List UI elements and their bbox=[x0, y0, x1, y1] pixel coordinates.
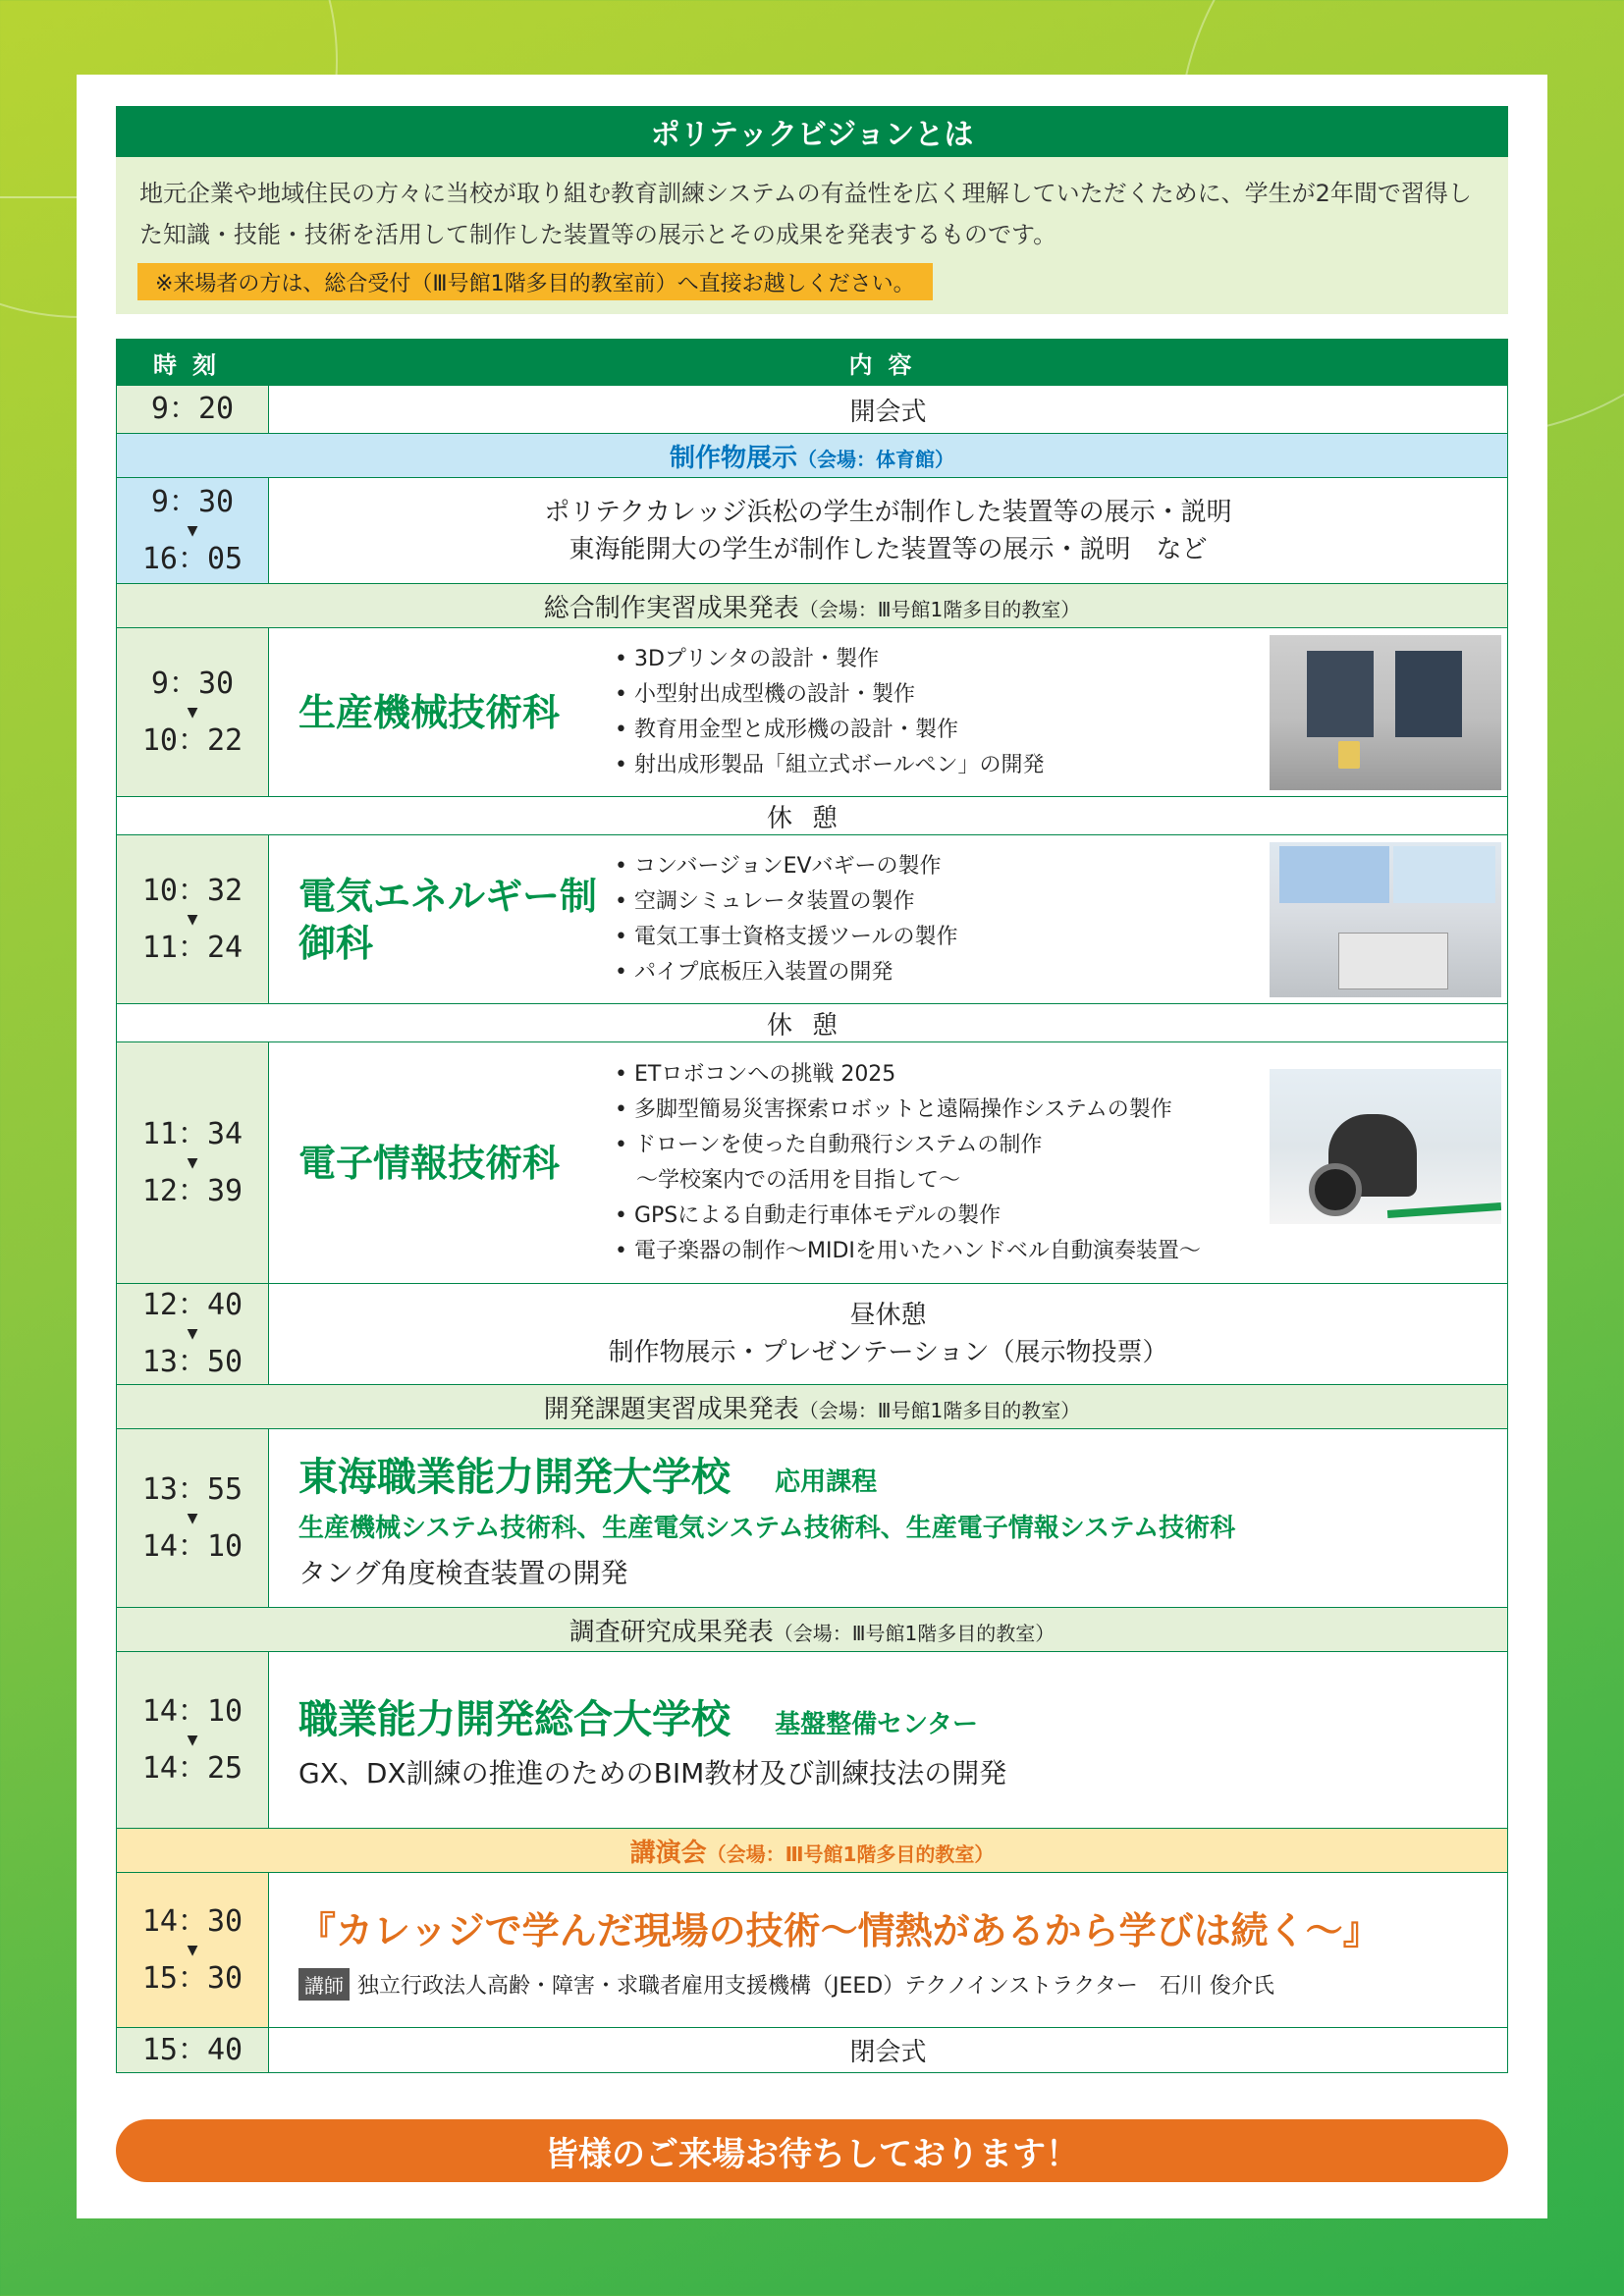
down-arrow-icon: ▼ bbox=[187, 701, 198, 722]
time-cell: 14：10 ▼ 14：25 bbox=[117, 1652, 269, 1829]
exhibit-title: 制作物展示 bbox=[669, 443, 797, 473]
list-item: • 多脚型簡易災害探索ロボットと遠隔操作システムの製作 bbox=[615, 1093, 1270, 1128]
header-content: 内容 bbox=[269, 340, 1508, 386]
down-arrow-icon: ▼ bbox=[187, 1323, 198, 1344]
dept-name: 生産機械技術科 bbox=[298, 690, 561, 734]
list-item: • コンバージョンEVバギーの製作 bbox=[615, 849, 1270, 884]
time-cell: 10：32 ▼ 11：24 bbox=[117, 835, 269, 1004]
list-item: • 3Dプリンタの設計・製作 bbox=[615, 642, 1270, 677]
section-band bbox=[117, 584, 1508, 628]
list-item: • ETロボコンへの挑戦 2025 bbox=[615, 1057, 1270, 1093]
section-band bbox=[117, 1385, 1508, 1429]
dept-items bbox=[615, 849, 1270, 990]
lecture-venue: （会場：Ⅲ号館1階多目的教室） bbox=[706, 1842, 995, 1866]
down-arrow-icon: ▼ bbox=[187, 1507, 198, 1528]
time-cell: 14：30 ▼ 15：30 bbox=[117, 1873, 269, 2028]
table-row bbox=[117, 2028, 1508, 2073]
lunch-detail: 制作物展示・プレゼンテーション（展示物投票） bbox=[608, 1338, 1168, 1367]
time-cell: 9：30 ▼ 16：05 bbox=[117, 478, 269, 584]
sougou-venue: （会場：Ⅲ号館1階多目的教室） bbox=[798, 597, 1081, 621]
school-name: 東海職業能力開発大学校 bbox=[298, 1454, 731, 1500]
opening-ceremony: 開会式 bbox=[269, 386, 1508, 434]
background-line bbox=[0, 196, 79, 198]
table-row bbox=[117, 628, 1508, 797]
down-arrow-icon: ▼ bbox=[187, 1939, 198, 1960]
intro-title: ポリテックビジョンとは bbox=[116, 106, 1508, 157]
time-cell: 9：20 bbox=[117, 386, 269, 434]
intro-text: 地元企業や地域住民の方々に当校が取り組む教育訓練システムの有益性を広く理解していただくために、学生が2年間で習得した知識・技能・技術を活用して制作した装置等の展示とその成果を発表するものです。 bbox=[139, 180, 1472, 248]
photo-electrical-device bbox=[1270, 842, 1501, 997]
list-item: • GPSによる自動走行車体モデルの製作 bbox=[615, 1199, 1270, 1234]
sougou-title: 総合制作実習成果発表 bbox=[543, 593, 799, 623]
time-cell: 9：30 ▼ 10：22 bbox=[117, 628, 269, 797]
break-row bbox=[117, 1004, 1508, 1042]
table-row bbox=[117, 478, 1508, 584]
kaihatsu-title: 開発課題実習成果発表 bbox=[543, 1394, 799, 1424]
lunch-label: 昼休憩 bbox=[849, 1301, 927, 1330]
exhibit-line: ポリテクカレッジ浜松の学生が制作した装置等の展示・説明 bbox=[544, 497, 1232, 527]
time-cell: 13：55 ▼ 14：10 bbox=[117, 1429, 269, 1608]
down-arrow-icon: ▼ bbox=[187, 519, 198, 541]
list-item: • 射出成形製品「組立式ボールペン」の開発 bbox=[615, 748, 1270, 783]
header-time: 時刻 bbox=[117, 340, 269, 386]
exhibit-line: 東海能開大の学生が制作した装置等の展示・説明 など bbox=[568, 534, 1208, 564]
list-item: • 電気工事士資格支援ツールの製作 bbox=[615, 920, 1270, 955]
list-item: • ドローンを使った自動飛行システムの制作 bbox=[615, 1128, 1270, 1163]
section-band bbox=[117, 1608, 1508, 1652]
lecture-title: 『カレッジで学んだ現場の技術～情熱があるから学びは続く～』 bbox=[298, 1908, 1380, 1952]
theme: タング角度検査装置の開発 bbox=[298, 1556, 628, 1589]
table-row bbox=[117, 386, 1508, 434]
table-row bbox=[117, 1284, 1508, 1385]
list-item: • 教育用金型と成形機の設計・製作 bbox=[615, 713, 1270, 748]
dept-name: 電気エネルギー制御科 bbox=[298, 874, 598, 965]
break-label: 休憩 bbox=[117, 1004, 1508, 1042]
lecturer-badge: 講師 bbox=[298, 1968, 350, 2001]
list-subitem: ～学校案内での活用を目指して～ bbox=[636, 1167, 961, 1193]
photo-molding-machines bbox=[1270, 635, 1501, 790]
chousa-title: 調査研究成果発表 bbox=[568, 1617, 774, 1647]
section-band bbox=[117, 434, 1508, 478]
down-arrow-icon: ▼ bbox=[187, 908, 198, 930]
chousa-venue: （会場：Ⅲ号館1階多目的教室） bbox=[773, 1621, 1056, 1645]
table-row bbox=[117, 1429, 1508, 1608]
table-row bbox=[117, 1042, 1508, 1284]
list-item: • パイプ底板圧入装置の開発 bbox=[615, 955, 1270, 990]
break-row bbox=[117, 797, 1508, 835]
school-name: 職業能力開発総合大学校 bbox=[298, 1697, 731, 1742]
schedule-card bbox=[77, 75, 1547, 2218]
time-cell: 15：40 bbox=[117, 2028, 269, 2073]
table-header-row bbox=[117, 340, 1508, 386]
list-item: • 空調シミュレータ装置の製作 bbox=[615, 884, 1270, 920]
dept-list: 生産機械システム技術科、生産電気システム技術科、生産電子情報システム技術科 bbox=[298, 1513, 1236, 1543]
intro-box bbox=[116, 106, 1508, 314]
footer-banner: 皆様のご来場お待ちしております！ bbox=[116, 2119, 1508, 2182]
lecture-band-title: 講演会 bbox=[629, 1838, 707, 1868]
break-label: 休憩 bbox=[117, 797, 1508, 835]
dept-name: 電子情報技術科 bbox=[298, 1141, 561, 1185]
down-arrow-icon: ▼ bbox=[187, 1729, 198, 1750]
list-item: • 電子楽器の制作～MIDIを用いたハンドベル自動演奏装置～ bbox=[615, 1234, 1270, 1269]
dept-items bbox=[615, 1057, 1270, 1269]
closing-ceremony: 閉会式 bbox=[269, 2028, 1508, 2073]
photo-robot bbox=[1270, 1069, 1501, 1224]
course-name: 応用課程 bbox=[775, 1467, 878, 1497]
lecturer-name: 独立行政法人高齢・障害・求職者雇用支援機構（JEED）テクノインストラクター 石川 俊介氏 bbox=[357, 1973, 1274, 1999]
table-row bbox=[117, 835, 1508, 1004]
table-row bbox=[117, 1652, 1508, 1829]
dept-items bbox=[615, 642, 1270, 783]
exhibit-venue: （会場：体育館） bbox=[797, 447, 954, 471]
schedule-table bbox=[116, 339, 1508, 2073]
table-row bbox=[117, 1873, 1508, 2028]
intro-note: ※来場者の方は、総合受付（Ⅲ号館1階多目的教室前）へ直接お越しください。 bbox=[137, 263, 933, 300]
theme: GX、DX訓練の推進のためのBIM教材及び訓練技法の開発 bbox=[298, 1757, 1007, 1789]
section-band bbox=[117, 1829, 1508, 1873]
time-cell: 11：34 ▼ 12：39 bbox=[117, 1042, 269, 1284]
kaihatsu-venue: （会場：Ⅲ号館1階多目的教室） bbox=[798, 1398, 1081, 1422]
down-arrow-icon: ▼ bbox=[187, 1151, 198, 1173]
list-item: • 小型射出成型機の設計・製作 bbox=[615, 677, 1270, 713]
time-cell: 12：40 ▼ 13：50 bbox=[117, 1284, 269, 1385]
course-name: 基盤整備センター bbox=[775, 1710, 979, 1739]
